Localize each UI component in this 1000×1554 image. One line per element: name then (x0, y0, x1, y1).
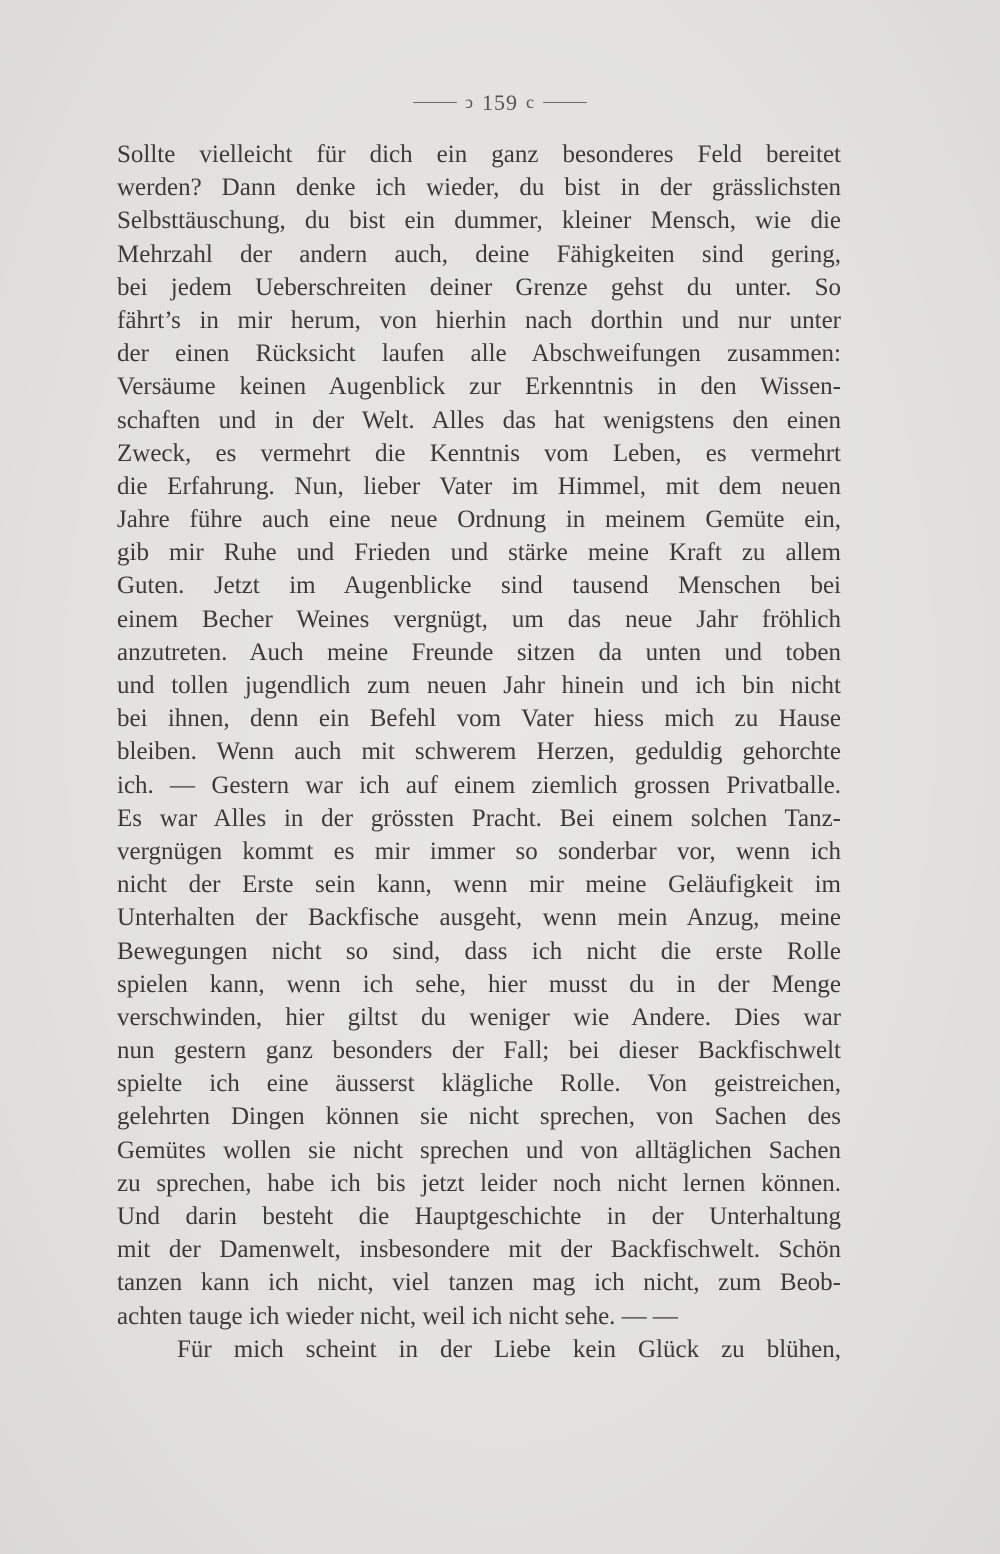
header-ornament-right: c (526, 92, 535, 113)
header-rule-left (413, 102, 457, 103)
text-line: anzutreten. Auch meine Freunde sitzen da unten und toben (117, 638, 841, 666)
text-line: bei jedem Ueberschreiten deiner Grenze gehst du unter. So (117, 273, 841, 301)
text-line: ich. — Gestern war ich auf einem ziemlich grossen Privatballe. (117, 771, 841, 799)
text-line: der einen Rücksicht laufen alle Abschweifungen zusammen: (117, 340, 841, 368)
page-header (0, 88, 1000, 116)
text-line: Es war Alles in der grössten Pracht. Bei einem solchen Tanz- (117, 804, 841, 832)
text-line: Zweck, es vermehrt die Kenntnis vom Leben, es vermehrt (117, 439, 841, 467)
text-line: einem Becher Weines vergnügt, um das neue Jahr fröhlich (117, 605, 841, 633)
text-line: Jahre führe auch eine neue Ordnung in meinem Gemüte ein, (117, 506, 841, 534)
text-line: verschwinden, hier giltst du weniger wie Andere. Dies war (117, 1003, 841, 1031)
text-line: tanzen kann ich nicht, viel tanzen mag ich nicht, zum Beob- (117, 1269, 841, 1297)
text-line: Und darin besteht die Hauptgeschichte in der Unterhaltung (117, 1203, 841, 1230)
text-line: nun gestern ganz besonders der Fall; bei dieser Backfischwelt (117, 1037, 841, 1065)
text-line: die Erfahrung. Nun, lieber Vater im Himmel, mit dem neuen (117, 472, 841, 500)
text-line: Mehrzahl der andern auch, deine Fähigkeiten sind gering, (117, 240, 841, 268)
text-line: schaften und in der Welt. Alles das hat wenigstens den einen (117, 406, 841, 434)
text-line: und tollen jugendlich zum neuen Jahr hinein und ich bin nicht (117, 672, 841, 699)
text-line: bleiben. Wenn auch mit schwerem Herzen, geduldig gehorchte (117, 738, 841, 766)
text-line: spielen kann, wenn ich sehe, hier musst du in der Menge (117, 970, 841, 998)
text-line: werden? Dann denke ich wieder, du bist in der grässlichsten (117, 174, 841, 202)
header-rule-right (543, 102, 587, 103)
text-line: spielte ich eine äusserst klägliche Rolle. Von geistreichen, (117, 1070, 841, 1098)
text-line: Selbsttäuschung, du bist ein dummer, kleiner Mensch, wie die (117, 207, 841, 235)
text-line: achten tauge ich wieder nicht, weil ich nicht sehe. — — (117, 1302, 678, 1330)
text-line: Gemütes wollen sie nicht sprechen und von alltäglichen Sachen (117, 1136, 841, 1164)
text-line-paragraph-start: Für mich scheint in der Liebe kein Glück zu blühen, (177, 1335, 841, 1363)
page-number: 159 (482, 89, 518, 115)
text-line: mit der Damenwelt, insbesondere mit der Backfischwelt. Schön (117, 1236, 841, 1264)
text-line: bei ihnen, denn ein Befehl vom Vater hiess mich zu Hause (117, 705, 841, 733)
text-line: Unterhalten der Backfische ausgeht, wenn mein Anzug, meine (117, 904, 841, 932)
text-line: Guten. Jetzt im Augenblicke sind tausend Menschen bei (117, 572, 841, 600)
text-line: Sollte vielleicht für dich ein ganz besonderes Feld bereitet (117, 141, 841, 168)
text-line: zu sprechen, habe ich bis jetzt leider noch nicht lernen können. (117, 1169, 841, 1197)
body-text (117, 138, 841, 1366)
text-line: nicht der Erste sein kann, wenn mir meine Geläufigkeit im (117, 871, 841, 899)
text-line: fährt’s in mir herum, von hierhin nach dorthin und nur unter (117, 306, 841, 334)
text-line: vergnügen kommt es mir immer so sonderbar vor, wenn ich (117, 837, 841, 865)
text-line: gib mir Ruhe und Frieden und stärke meine Kraft zu allem (117, 539, 841, 567)
header-ornament-left: ↄ (465, 92, 474, 113)
text-line: gelehrten Dingen können sie nicht sprechen, von Sachen des (117, 1103, 841, 1131)
text-line: Versäume keinen Augenblick zur Erkenntnis in den Wissen- (117, 373, 841, 401)
text-line: Bewegungen nicht so sind, dass ich nicht die erste Rolle (117, 937, 841, 965)
